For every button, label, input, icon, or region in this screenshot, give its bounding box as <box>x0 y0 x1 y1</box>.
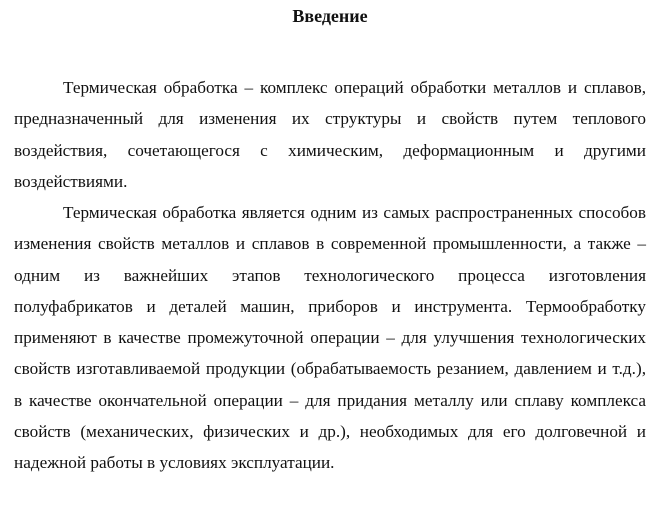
paragraph-2: Термическая обработка является одним из самых распространенных способов изменения свойств металлов и сплавов в современной промышленности, а также – одним из важнейших этапов технологического процесса изготовления полуфабрикатов и деталей машин, приборов и инструмента. Термообработку применяют в качестве промежуточной операции – для улучшения технологических свойств изготавливаемой продукции (обрабатываемость резанием, давлением и т.д.), в качестве окончательной операции – для придания металлу или сплаву комплекса свойств (механических, физических и др.), необходимых для его долговечной и надежной работы в условиях эксплуатации. <box>14 203 646 472</box>
spacer <box>14 32 646 72</box>
paragraph-1: Термическая обработка – комплекс операций обработки металлов и сплавов, предназначенный для изменения их структуры и свойств путем теплового воздействия, сочетающегося с химическим, деформационным и другими воздействиями. <box>14 78 646 191</box>
page-title: Введение <box>292 6 368 26</box>
document-page <box>14 0 646 478</box>
